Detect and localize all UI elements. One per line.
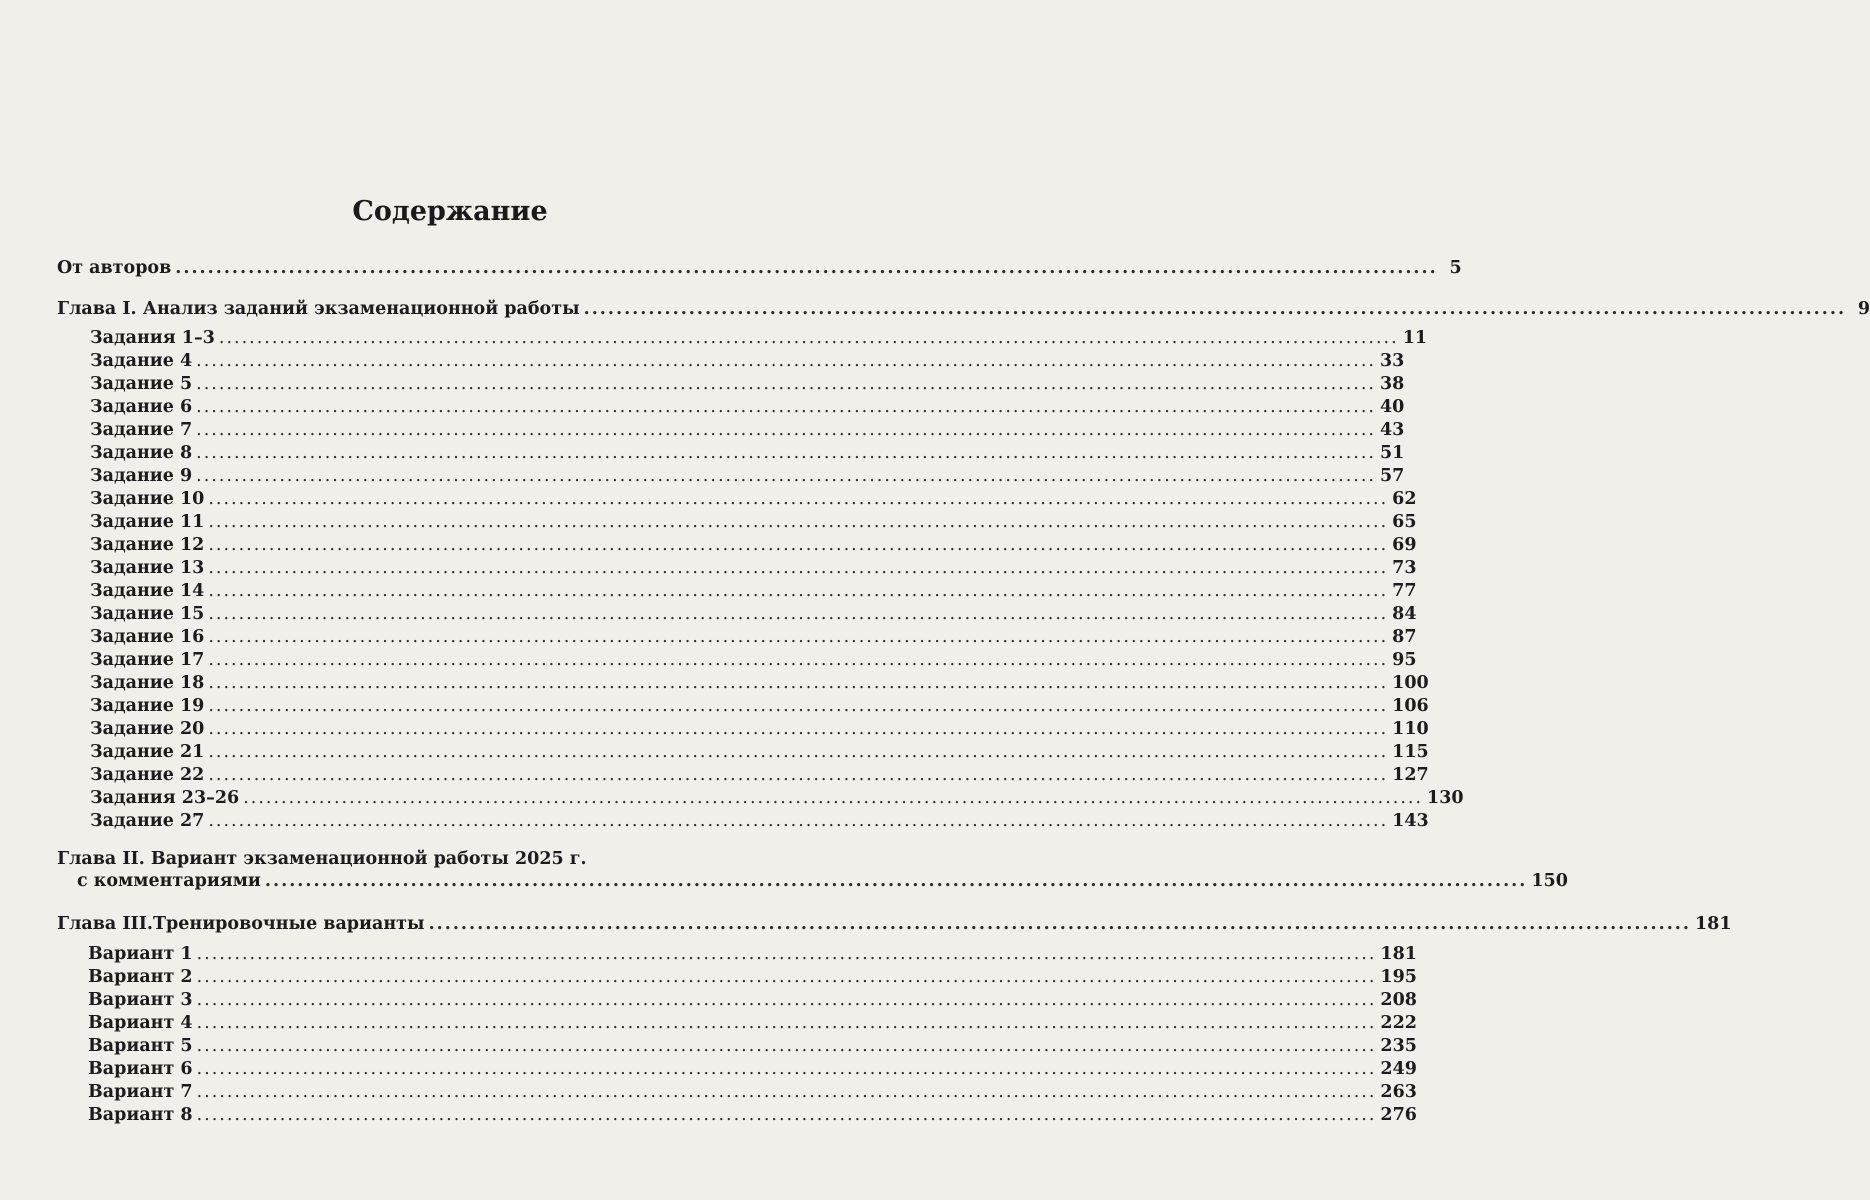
toc-entry: [90, 419, 1405, 441]
leader-dots: ............................................................................................................................................................: [208, 765, 1389, 785]
toc-label: Задание 18: [90, 673, 205, 693]
toc-page-number: 263: [1380, 1082, 1417, 1102]
toc-page-number: 73: [1392, 558, 1417, 578]
leader-dots: ............................................................................................................................................................: [196, 466, 1376, 486]
toc-label: с комментариями: [77, 871, 261, 891]
toc-page-number: 100: [1392, 673, 1429, 693]
toc-label: Задание 11: [90, 512, 205, 532]
leader-dots: ............................................................................................................................................................: [196, 1013, 1377, 1033]
leader-dots: ............................................................................................................................................................: [208, 719, 1389, 739]
toc-entry: [90, 511, 1417, 533]
leader-dots: ............................................................................................................................................................: [196, 944, 1377, 964]
toc-page-number: 77: [1392, 581, 1417, 601]
toc-entry: [90, 327, 1428, 349]
toc-page-number: 84: [1392, 604, 1417, 624]
toc-page-number: 195: [1380, 967, 1417, 987]
leader-dots: ............................................................................................................................................................: [196, 420, 1376, 440]
toc-page-number: 51: [1379, 443, 1405, 463]
toc-label: Вариант 3: [88, 990, 193, 1010]
toc-entry: [90, 534, 1417, 556]
toc-label: Вариант 6: [88, 1059, 193, 1079]
toc-page-number: 150: [1531, 871, 1568, 891]
leader-dots: ............................................................................................................................................................: [196, 1059, 1377, 1079]
leader-dots: ............................................................................................................................................................: [196, 1082, 1377, 1102]
toc-label: Задание 12: [90, 535, 205, 555]
leader-dots: ............................................................................................................................................................: [208, 650, 1389, 670]
toc-entry: [90, 649, 1417, 671]
leader-dots: ............................................................................................................................................................: [196, 967, 1377, 987]
toc-entry: [57, 298, 1870, 320]
toc-entry: [90, 741, 1429, 763]
toc-label: Вариант 8: [88, 1105, 193, 1125]
toc-page-number: 40: [1379, 397, 1405, 417]
toc-entry: [77, 870, 1568, 892]
toc-entry: [90, 626, 1417, 648]
toc-page-number: 65: [1392, 512, 1417, 532]
leader-dots: ............................................................................................................................................................: [175, 258, 1438, 278]
toc-entry: [90, 787, 1464, 809]
toc-entry: [90, 442, 1405, 464]
toc-page-number: 276: [1380, 1105, 1417, 1125]
toc-entry: [90, 580, 1417, 602]
leader-dots: ............................................................................................................................................................: [583, 299, 1847, 319]
toc-entry: [88, 966, 1417, 988]
leader-dots: ............................................................................................................................................................: [208, 673, 1389, 693]
toc-label: Задания 23–26: [90, 788, 240, 808]
page-title: Содержание: [352, 196, 548, 227]
toc-page-number: 181: [1695, 914, 1732, 934]
toc-label: Задание 10: [90, 489, 205, 509]
toc-label: Задание 4: [90, 351, 193, 371]
toc-page-number: 106: [1392, 696, 1429, 716]
toc-entry: [90, 465, 1405, 487]
toc-entry: [88, 1012, 1417, 1034]
leader-dots: ............................................................................................................................................................: [208, 512, 1389, 532]
leader-dots: ............................................................................................................................................................: [208, 742, 1389, 762]
toc-label: Задание 8: [90, 443, 193, 463]
leader-dots: ............................................................................................................................................................: [264, 871, 1528, 891]
toc-label: Задание 7: [90, 420, 193, 440]
toc-page-number: 43: [1379, 420, 1405, 440]
toc-entry: [88, 943, 1417, 965]
toc-entry: [57, 257, 1462, 279]
toc-entry: [57, 913, 1732, 935]
toc-page-number: 110: [1392, 719, 1429, 739]
toc-page-number: 38: [1379, 374, 1405, 394]
leader-dots: ............................................................................................................................................................: [208, 811, 1389, 831]
toc-entry: [90, 718, 1429, 740]
leader-dots: ............................................................................................................................................................: [218, 328, 1399, 348]
toc-label: Вариант 5: [88, 1036, 193, 1056]
toc-label: Глава I. Анализ заданий экзаменационной работы: [57, 299, 580, 319]
leader-dots: ............................................................................................................................................................: [196, 443, 1376, 463]
toc-page-number: 127: [1392, 765, 1429, 785]
toc-label: Задание 22: [90, 765, 205, 785]
toc-page-number: 143: [1392, 811, 1429, 831]
leader-dots: ............................................................................................................................................................: [208, 696, 1389, 716]
toc-label: Глава III.Тренировочные варианты: [57, 914, 425, 934]
toc-page-number: 249: [1380, 1059, 1417, 1079]
leader-dots: ............................................................................................................................................................: [196, 351, 1376, 371]
toc-label: Задание 27: [90, 811, 205, 831]
toc-page-number: 130: [1427, 788, 1464, 808]
toc-label: Задание 14: [90, 581, 205, 601]
toc-page-number: 33: [1379, 351, 1405, 371]
toc-label: Задание 16: [90, 627, 205, 647]
leader-dots: ............................................................................................................................................................: [196, 1036, 1377, 1056]
leader-dots: ............................................................................................................................................................: [208, 489, 1389, 509]
toc-entry: [90, 488, 1417, 510]
leader-dots: ............................................................................................................................................................: [208, 604, 1389, 624]
toc-entry: [90, 557, 1417, 579]
toc-entry: [90, 373, 1405, 395]
toc-page-number: 5: [1449, 258, 1462, 278]
toc-page-number: 235: [1380, 1036, 1417, 1056]
toc-entry: [88, 1058, 1417, 1080]
toc-page-number: 87: [1392, 627, 1417, 647]
leader-dots: ............................................................................................................................................................: [243, 788, 1424, 808]
toc-label: Задание 20: [90, 719, 205, 739]
toc-chapter-heading: Глава II. Вариант экзаменационной работы 2025 г.: [57, 849, 587, 869]
toc-page-number: 69: [1392, 535, 1417, 555]
toc-label: Задание 13: [90, 558, 205, 578]
toc-entry: [90, 764, 1429, 786]
toc-label: Задание 17: [90, 650, 205, 670]
toc-page-number: 115: [1392, 742, 1429, 762]
toc-label: Вариант 1: [88, 944, 193, 964]
toc-label: Задание 9: [90, 466, 193, 486]
toc-entry: [88, 989, 1417, 1011]
toc-page-number: 62: [1392, 489, 1417, 509]
toc-label: Задание 21: [90, 742, 205, 762]
leader-dots: ............................................................................................................................................................: [196, 397, 1376, 417]
toc-entry: [90, 603, 1417, 625]
toc-page-number: 95: [1392, 650, 1417, 670]
leader-dots: ............................................................................................................................................................: [196, 1105, 1377, 1125]
toc-entry: [88, 1035, 1417, 1057]
toc-page-number: 222: [1380, 1013, 1417, 1033]
toc-entry: [88, 1104, 1417, 1126]
toc-page-number: 11: [1402, 328, 1428, 348]
toc-page-number: 208: [1380, 990, 1417, 1010]
leader-dots: ............................................................................................................................................................: [208, 535, 1389, 555]
toc-page-number: 181: [1380, 944, 1417, 964]
toc-label: Вариант 2: [88, 967, 193, 987]
leader-dots: ............................................................................................................................................................: [196, 990, 1377, 1010]
toc-entry: [90, 695, 1429, 717]
toc-label: Задание 6: [90, 397, 193, 417]
leader-dots: ............................................................................................................................................................: [208, 581, 1389, 601]
toc-entry: [88, 1081, 1417, 1103]
toc-label: Задание 19: [90, 696, 205, 716]
toc-page-number: 9: [1857, 299, 1870, 319]
leader-dots: ............................................................................................................................................................: [208, 558, 1389, 578]
leader-dots: ............................................................................................................................................................: [196, 374, 1376, 394]
leader-dots: ............................................................................................................................................................: [428, 914, 1691, 934]
toc-entry: [90, 810, 1429, 832]
toc-label: Вариант 4: [88, 1013, 193, 1033]
toc-label: Задание 15: [90, 604, 205, 624]
toc-entry: [90, 396, 1405, 418]
toc-page-number: 57: [1379, 466, 1405, 486]
toc-label: Вариант 7: [88, 1082, 193, 1102]
toc-entry: [90, 672, 1429, 694]
toc-entry: [90, 350, 1405, 372]
toc-label: Задания 1–3: [90, 328, 215, 348]
toc-label: Задание 5: [90, 374, 193, 394]
leader-dots: ............................................................................................................................................................: [208, 627, 1389, 647]
toc-label: От авторов: [57, 258, 172, 278]
